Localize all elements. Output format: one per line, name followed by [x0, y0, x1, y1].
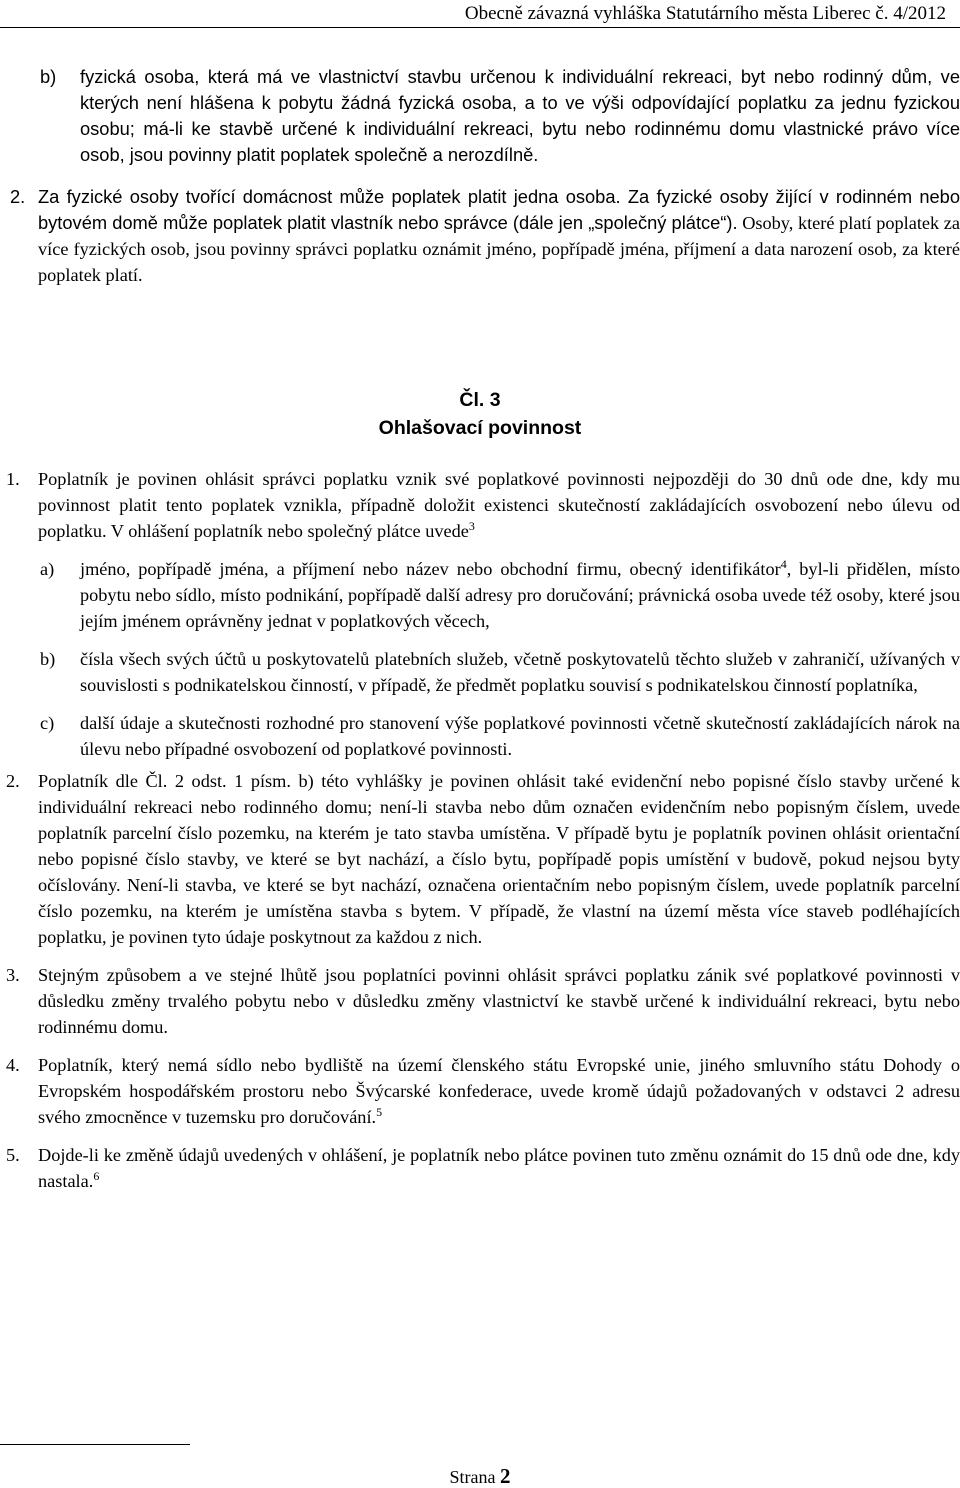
section-text-part: Dojde-li ke změně údajů uvedených v ohlášení, je poplatník nebo plátce povinen tuto změnu oznámit do 15 dnů ode dne, kdy nastala. — [38, 1145, 960, 1191]
list-item-text: další údaje a skutečnosti rozhodné pro stanovení výše poplatkové povinnosti včetně skutečností zakládajících nárok na úlevu nebo případné osvobození od poplatkové povinnosti. — [80, 713, 960, 759]
footnote-ref: 5 — [376, 1104, 383, 1119]
list-item-label: c) — [40, 713, 55, 733]
header-divider — [0, 27, 960, 28]
section-1-item-a — [0, 556, 960, 634]
section-1-item-b — [0, 646, 960, 698]
section-3 — [0, 962, 960, 1040]
list-item-text: čísla všech svých účtů u poskytovatelů platebních služeb, včetně poskytovatelů těchto služeb v zahraničí, užívaných v souvislosti s podnikatelskou činností, v případě, že předmět poplatku souvisí s podnikatelskou činností poplatníka, — [80, 649, 960, 695]
section-number: 4. — [6, 1055, 20, 1075]
article-number: Čl. 3 — [459, 389, 501, 411]
section-text-part: Poplatník, který nemá sídlo nebo bydliště na území členského státu Evropské unie, jiného smluvního státu Dohody o Evropském hospodářském prostoru nebo Švýcarské konfederace, uvede kromě údajů požadovaných v odstavci 2 adresu svého zmocněnce v tuzemsku pro doručování. — [38, 1055, 960, 1127]
section-text: Poplatník dle Čl. 2 odst. 1 písm. b) této vyhlášky je povinen ohlásit také evidenční nebo popisné číslo stavby určené k individuální rekreaci nebo rodinného domu; není-li stavba nebo dům označen evidenčním nebo popisným číslem, uvede poplatník parcelní číslo pozemku, na kterém je tato stavba umístěna. V případě bytu je poplatník povinen ohlásit orientační nebo popisné číslo stavby, ve které se byt nachází, a číslo bytu, popřípadě popis umístění v budově, pokud nejsou byty očíslovány. Není-li stavba, ve které se byt nachází, označena orientačním nebo popisným číslem, uvede poplatník parcelní číslo pozemku, na kterém je umístěna stavba s bytem. V případě, že vlastní na území města více staveb podléhajících poplatku, je povinen tyto údaje poskytnout za každou z nich. — [38, 771, 960, 947]
section-text-part: V ohlášení poplatník nebo společný plátce uvede — [106, 521, 469, 541]
list-item-text — [80, 556, 960, 634]
article-body — [0, 466, 960, 1194]
section-1-item-c — [0, 710, 960, 762]
paragraph-text-serif: Osoby, které platí poplatek za více fyzických osob, jsou povinny správci poplatku oznámit jméno, popřípadě jména, příjmení a data narození osob, za které poplatek platí. — [38, 213, 960, 285]
paragraph-number: 2. — [10, 186, 26, 207]
section-number: 5. — [6, 1145, 20, 1165]
list-item-label: a) — [40, 559, 55, 579]
list-item-label: b) — [40, 649, 56, 669]
section-text — [38, 1142, 960, 1194]
article-title: Ohlašovací povinnost — [378, 417, 582, 439]
section-5 — [0, 1142, 960, 1194]
list-item-b — [0, 64, 960, 168]
footnote-ref: 3 — [468, 518, 475, 533]
paragraph-2 — [0, 184, 960, 288]
section-text — [38, 1052, 960, 1130]
page-label: Strana — [449, 1467, 496, 1487]
section-4 — [0, 1052, 960, 1130]
footnote-ref: 4 — [780, 556, 787, 571]
list-item-text: fyzická osoba, která má ve vlastnictví stavbu určenou k individuální rekreaci, byt nebo rodinný dům, ve kterých není hlášena k pobytu žádná fyzická osoba, a to ve výši odpovídající poplatku za jednu fyzickou osobu; má-li ke stavbě určené k individuální rekreaci, bytu nebo rodinnému domu vlastnické právo více osob, jsou povinny platit poplatek společně a nerozdílně. — [80, 66, 960, 165]
section-number: 3. — [6, 965, 20, 985]
section-number: 1. — [6, 469, 20, 489]
section-number: 2. — [6, 771, 20, 791]
page-number: 2 — [499, 1464, 511, 1488]
intro-block — [0, 64, 960, 288]
list-item-text-part: , byl-li přidělen, místo pobytu nebo sídlo, místo podnikání, popřípadě další adresy pro doručování; právnická osoba uvede též osoby, které jsou jejím jménem oprávněny jednat v poplatkových věcech, — [80, 559, 960, 631]
section-2 — [0, 768, 960, 950]
section-text: Stejným způsobem a ve stejné lhůtě jsou poplatníci povinni ohlásit správci poplatku zánik své poplatkové povinnosti v důsledku změny trvalého pobytu nebo v důsledku změny vlastnictví ke stavbě určené k individuální rekreaci, bytu nebo rodinnému domu. — [38, 965, 960, 1037]
list-item-text-part: jméno, popřípadě jména, a příjmení nebo název nebo obchodní firmu, obecný identifikátor — [80, 559, 781, 579]
list-item-label: b) — [40, 66, 57, 87]
footnote-separator — [0, 1444, 190, 1445]
section-text — [38, 466, 960, 544]
section-1 — [0, 466, 960, 544]
document-header: Obecně závazná vyhláška Statutárního města Liberec č. 4/2012 — [464, 3, 946, 24]
footnote-ref: 6 — [93, 1168, 100, 1183]
paragraph-text — [38, 184, 960, 288]
section-text-part: Poplatník je povinen ohlásit správci poplatku vznik své poplatkové povinnosti nejpozději do 30 dnů ode dne, kdy mu povinnost platit tento poplatek vznikla, případně doložit existenci skutečností zakládajících osvobození nebo úlevu od poplatku. — [38, 469, 960, 541]
paragraph-text-sans: Za fyzické osoby tvořící domácnost může poplatek platit jedna osoba. Za fyzické osoby žijící v rodinném nebo bytovém domě může poplatek platit vlastník nebo správce (dále jen „společný plátce“). — [38, 186, 960, 233]
page-footer — [0, 1465, 960, 1488]
